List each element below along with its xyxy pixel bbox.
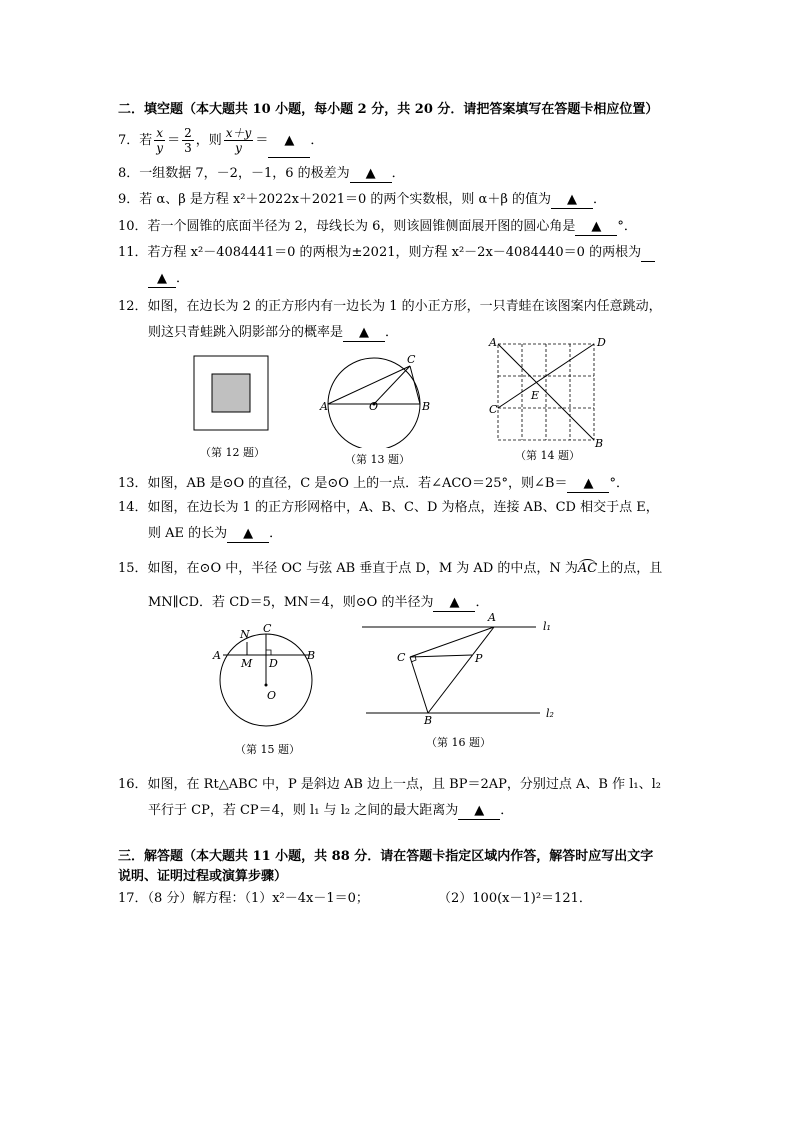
label-l2: l₂ — [546, 707, 554, 720]
q16-text-line2: 平行于 CP，若 CP＝4，则 l₁ 与 l₂ 之间的最大距离为 — [148, 803, 459, 818]
label-e: E — [531, 389, 540, 402]
answer-blank: ▲ — [227, 526, 269, 543]
section2-note: （本大题共 10 小题，每小题 2 分，共 20 分．请把答案填写在答题卡相应位置） — [183, 102, 659, 117]
answer-blank: ▲ — [433, 595, 475, 612]
question-11-line2: ▲ ． — [148, 271, 189, 288]
q10-text: 若一个圆锥的底面半径为 2，母线长为 6，则该圆锥侧面展开图的圆心角是 — [147, 219, 576, 234]
q7-fraction-x-over-y: $\frac{x}{y}$ — [156, 126, 164, 155]
q7-fraction-2-over-3: $\frac{2}{3}$ — [184, 126, 192, 155]
question-15: 15．如图，在⊙O 中，半径 OC 与弦 AB 垂直于点 D，M 为 AD 的中点，N 为AC上的点，且 — [118, 561, 663, 576]
label-a: A — [320, 400, 328, 413]
question-12: 12．如图，在边长为 2 的正方形内有一边长为 1 的小正方形，一只青蛙在该图案内任意跳动， — [118, 299, 662, 314]
figure-13 — [318, 348, 438, 448]
answer-blank: ▲ — [567, 476, 609, 493]
section3-title: 三．解答题 — [118, 849, 184, 864]
section3-note-line2: 说明、证明过程或演算步骤） — [118, 869, 288, 884]
section2-header — [118, 102, 658, 118]
q11-text: 若方程 x²－4084441＝0 的两根为±2021，则方程 x²－2x－4084440＝0 的两根为 — [147, 245, 642, 260]
label-m: M — [241, 657, 253, 670]
label-d: D — [597, 336, 606, 349]
figure-12-caption: （第 12 题） — [200, 446, 265, 459]
q16-text-line1: 如图，在 Rt△ABC 中，P 是斜边 AB 边上一点，且 BP＝2AP，分别过点 A、B 作 l₁、l₂ — [147, 777, 661, 792]
q8-text: 一组数据 7，－2，－1，6 的极差为 — [139, 166, 350, 181]
section3-note-line1: （本大题共 11 小题，共 88 分．请在答题卡指定区域内作答，解答时应写出文字 — [183, 849, 654, 864]
question-12-line2: 则这只青蛙跳入阴影部分的概率是 ▲ ． — [148, 325, 399, 340]
answer-blank: ▲ — [575, 219, 617, 236]
q14-text-line1: 如图，在边长为 1 的正方形网格中，A、B、C、D 为格点，连接 AB、CD 相交于点 E， — [147, 500, 659, 515]
label-n: N — [240, 628, 250, 641]
question-17-part2 — [438, 891, 592, 907]
figure-15 — [210, 620, 322, 738]
label-p: P — [475, 652, 483, 665]
figure-14-caption: （第 14 题） — [515, 449, 580, 462]
label-o: O — [369, 400, 379, 413]
question-16: 16．如图，在 Rt△ABC 中，P 是斜边 AB 边上一点，且 BP＝2AP，分别过点 A、B 作 l₁、l₂ — [118, 777, 661, 792]
question-9: 9．若 α、β 是方程 x²＋2022x＋2021＝0 的两个实数根，则 α＋β 的值为 ▲ ． — [118, 192, 606, 207]
label-o: O — [267, 689, 277, 702]
q15-text-line1b: 上的点，且 — [597, 561, 663, 576]
q17-part2-text: （2）100(x－1)²＝121． — [438, 891, 592, 906]
figure-13-caption: （第 13 题） — [345, 453, 410, 466]
figure-16 — [356, 610, 568, 728]
label-b: B — [307, 649, 316, 662]
answer-blank: ▲ — [268, 125, 310, 158]
label-a: A — [489, 336, 497, 349]
figure-15-caption: （第 15 题） — [235, 743, 300, 756]
question-17: 17．（8 分）解方程：（1）x²－4x－1＝0； — [118, 891, 369, 906]
answer-blank: ▲ — [148, 271, 176, 288]
label-c: C — [407, 353, 416, 366]
label-b: B — [424, 714, 433, 727]
label-a: A — [213, 649, 221, 662]
section2-title: 二．填空题 — [118, 102, 184, 117]
shaded-inner-square — [212, 374, 250, 412]
question-7: 7．若 $\frac{x}{y}$ ＝ $\frac{2}{3}$ ，则 $\frac{x+y}{y}$ ＝ ▲ ． — [118, 125, 323, 158]
figure-14 — [486, 336, 616, 448]
label-b: B — [595, 437, 604, 448]
figure-16-caption: （第 16 题） — [426, 736, 491, 749]
question-11: 11．若方程 x²－4084441＝0 的两根为±2021，则方程 x²－2x－4084440＝0 的两根为 — [118, 245, 655, 262]
question-10: 10．若一个圆锥的底面半径为 2，母线长为 6，则该圆锥侧面展开图的圆心角是 ▲ °． — [118, 219, 637, 234]
question-14: 14．如图，在边长为 1 的正方形网格中，A、B、C、D 为格点，连接 AB、CD 相交于点 E， — [118, 500, 659, 515]
label-b: B — [422, 400, 431, 413]
question-15-line2: MN∥CD．若 CD＝5，MN＝4，则⊙O 的半径为 ▲ ． — [148, 595, 489, 610]
q15-text-line1a: 如图，在⊙O 中，半径 OC 与弦 AB 垂直于点 D，M 为 AD 的中点，N 为 — [147, 561, 578, 576]
q13-text: 如图，AB 是⊙O 的直径，C 是⊙O 上的一点．若∠ACO＝25°，则∠B＝ — [147, 476, 568, 491]
q14-text-line2: 则 AE 的长为 — [148, 526, 228, 541]
question-13: 13．如图，AB 是⊙O 的直径，C 是⊙O 上的一点．若∠ACO＝25°，则∠B＝ ▲ °． — [118, 476, 629, 491]
label-c: C — [263, 622, 272, 635]
q9-text: 若 α、β 是方程 x²＋2022x＋2021＝0 的两个实数根，则 α＋β 的值为 — [139, 192, 551, 207]
label-c: C — [489, 403, 498, 416]
question-8: 8．一组数据 7，－2，－1，6 的极差为 ▲ ． — [118, 166, 405, 181]
q12-text-line2: 则这只青蛙跳入阴影部分的概率是 — [148, 325, 344, 340]
section3-header — [118, 849, 653, 865]
question-16-line2: 平行于 CP，若 CP＝4，则 l₁ 与 l₂ 之间的最大距离为 ▲ ． — [148, 803, 514, 818]
answer-blank: ▲ — [350, 166, 392, 183]
q7-fraction-xy-over-y: $\frac{x+y}{y}$ — [225, 126, 252, 155]
section3-header-line2 — [118, 869, 287, 885]
label-d: D — [269, 657, 278, 670]
q12-text-line1: 如图，在边长为 2 的正方形内有一边长为 1 的小正方形，一只青蛙在该图案内任意跳动， — [147, 299, 662, 314]
answer-blank: ▲ — [343, 325, 385, 342]
answer-blank: ▲ — [458, 803, 500, 820]
q7-prefix: 若 — [139, 133, 153, 148]
question-14-line2: 则 AE 的长为 ▲ ． — [148, 526, 283, 541]
figure-12 — [190, 352, 276, 434]
answer-blank: ▲ — [551, 192, 593, 209]
label-c: C — [397, 651, 406, 664]
arc-ac: AC — [577, 561, 598, 576]
q17-part1: （8 分）解方程：（1）x²－4x－1＝0； — [147, 891, 369, 906]
label-l1: l₁ — [543, 620, 551, 633]
q15-text-line2: MN∥CD．若 CD＝5，MN＝4，则⊙O 的半径为 — [148, 595, 434, 610]
label-a: A — [488, 611, 496, 624]
q7-number: 7． — [118, 133, 140, 148]
